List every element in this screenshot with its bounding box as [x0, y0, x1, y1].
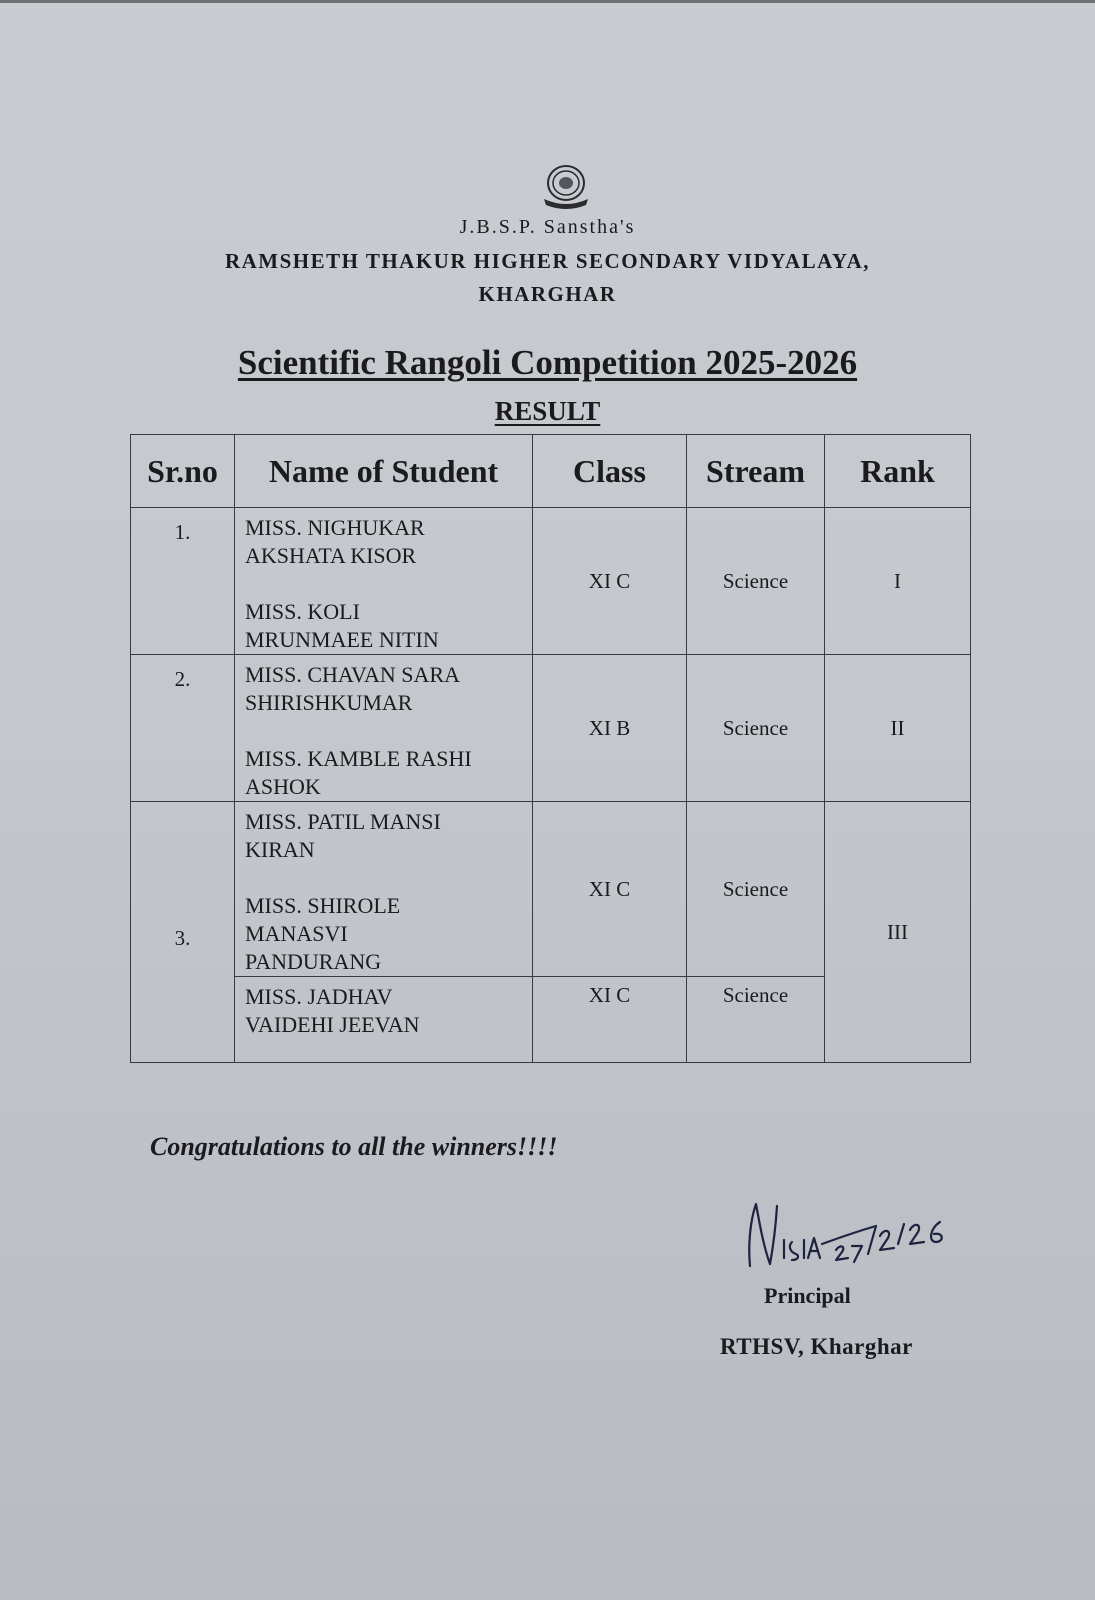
student-name: KIRAN: [245, 837, 315, 862]
document-subtitle: RESULT: [494, 396, 601, 426]
row-stream: Science: [687, 655, 825, 802]
row-rank: III: [825, 802, 971, 1063]
header-srno: Sr.no: [131, 435, 235, 508]
student-name: MISS. CHAVAN SARA: [245, 662, 460, 687]
document-title: Scientific Rangoli Competition 2025-2026: [237, 343, 858, 382]
header-stream: Stream: [687, 435, 825, 508]
table-header-row: [131, 435, 971, 508]
row-class: XI B: [533, 655, 687, 802]
header-rank: Rank: [825, 435, 971, 508]
student-name: PANDURANG: [245, 949, 382, 974]
table-row: [131, 508, 971, 655]
congratulations-message: Congratulations to all the winners!!!!: [150, 1132, 558, 1161]
row-class: XI C: [533, 977, 687, 1063]
principal-signature: [744, 1196, 954, 1278]
student-name: MISS. JADHAV: [245, 984, 393, 1009]
row-student-names: [235, 655, 533, 802]
header-name: Name of Student: [235, 435, 533, 508]
table-row: [131, 655, 971, 802]
row-rank: I: [825, 508, 971, 655]
row-srno: 1.: [131, 508, 235, 655]
sanstha-name: J.B.S.P. Sanstha's: [459, 216, 636, 238]
student-name: MISS. PATIL MANSI: [245, 809, 441, 834]
student-name: MISS. KAMBLE RASHI: [245, 746, 472, 771]
row-stream: Science: [687, 508, 825, 655]
row-class: XI C: [533, 802, 687, 977]
results-table: [130, 434, 971, 1063]
row-stream: Science: [687, 802, 825, 977]
row-student-names: [235, 977, 533, 1063]
student-name: SHIRISHKUMAR: [245, 690, 413, 715]
school-emblem-icon: [538, 163, 594, 211]
student-name: ASHOK: [245, 774, 321, 799]
signatory-title: Principal: [764, 1283, 851, 1308]
school-short-name: RTHSV, Kharghar: [720, 1334, 913, 1359]
row-class: XI C: [533, 508, 687, 655]
row-student-names: [235, 508, 533, 655]
student-name: MISS. NIGHUKAR: [245, 515, 425, 540]
student-name: MRUNMAEE NITIN: [245, 627, 439, 652]
row-srno: 3.: [131, 802, 235, 1063]
table-row: [131, 802, 971, 977]
row-stream: Science: [687, 977, 825, 1063]
student-name: MISS. SHIROLE: [245, 893, 401, 918]
student-name: MISS. KOLI: [245, 599, 360, 624]
student-name: VAIDEHI JEEVAN: [245, 1012, 420, 1037]
student-name: MANASVI: [245, 921, 348, 946]
page-edge: [0, 0, 1095, 3]
school-location: KHARGHAR: [478, 282, 617, 306]
row-rank: II: [825, 655, 971, 802]
header-class: Class: [533, 435, 687, 508]
row-srno: 2.: [131, 655, 235, 802]
student-name: AKSHATA KISOR: [245, 543, 417, 568]
school-name: RAMSHETH THAKUR HIGHER SECONDARY VIDYALAYA,: [224, 249, 871, 273]
row-student-names: [235, 802, 533, 977]
